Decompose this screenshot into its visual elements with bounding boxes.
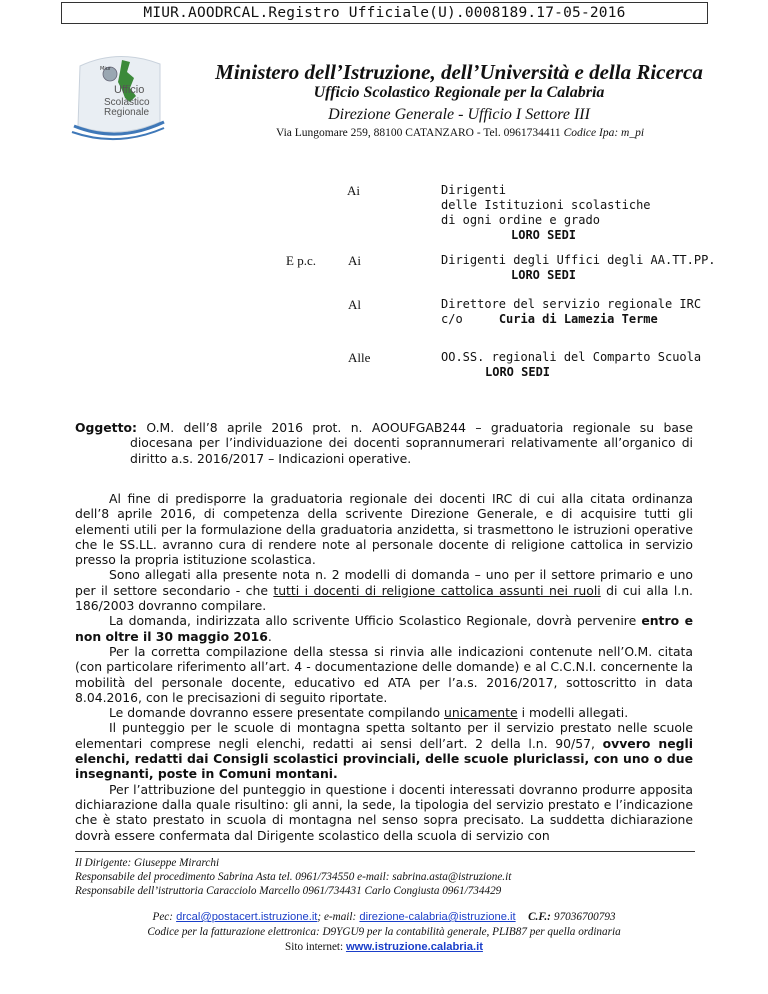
website-link[interactable]: www.istruzione.calabria.it (345, 941, 483, 953)
paragraph: Per la corretta compilazione della stessa si rinvia alle indicazioni contenute nell’O.M. citata (con particolare riferimento all’art. 4 - documentazione delle domande) e al C.C.N.I. concernente la mobilità del personale docente, educativo ed ATA per l’a.s. 2016/2017, sottoscritto in data 8.04.2016, con le precisazioni di seguito riportate. (75, 643, 693, 705)
paragraph (75, 613, 693, 644)
protocol-stamp: MIUR.AOODRCAL.Registro Ufficiale(U).0008189.17-05-2016 (61, 2, 708, 24)
underlined-run: tutti i docenti di religione cattolica assunti nei ruoli (273, 582, 601, 598)
recipient-block-2 (441, 253, 716, 283)
pec-link[interactable]: drcal@postacert.istruzione.it (176, 911, 318, 923)
paragraph (75, 705, 693, 720)
text-run: Sono allegati alla presente nota n. 2 modelli di domanda – uno per il settore primario e uno per il settore secondario - che (75, 567, 693, 598)
istruttoria-line: Responsabile dell’istruttoria Caracciolo Marcello 0961/734431 Carlo Congiusta 0961/734429 (75, 885, 502, 897)
recipient-label-3: Al (348, 297, 361, 312)
address-text: Via Lungomare 259, 88100 CATANZARO - Tel. 0961734411 (275, 127, 561, 139)
letter-body (75, 491, 693, 843)
paragraph (75, 720, 693, 781)
billing-line: Codice per la fatturazione elettronica: D9YGU9 per la contabilità generale, PLIB87 per quella ordinaria (147, 926, 621, 938)
contact-line (0, 910, 768, 925)
email-link[interactable]: direzione-calabria@istruzione.it (359, 911, 516, 923)
logo-word-regionale: Regionale (104, 107, 150, 118)
recipient-block-3 (441, 297, 701, 327)
site-line (0, 940, 768, 955)
subject-block (75, 420, 693, 466)
paragraph: Per l’attribuzione del punteggio in questione i docenti interessati dovranno produrre apposita dichiarazione dalla quale risultino: gli anni, la sede, la tipologia del servizio prestato e l’indicazione che è stato prestato in scuola di montagna nel senso sopra precisato. La suddetta dichiarazione dovrà essere confermata dal Dirigente scolastico della scuola di servizio con (75, 781, 693, 843)
direction-title: Direzione Generale - Ufficio I Settore III (328, 106, 590, 123)
recipient-line: Dirigenti (441, 183, 507, 197)
recipient-sedi: LORO SEDI (485, 365, 551, 379)
text-run: di cui alla l.n. 186/2003 dovranno compilare. (75, 582, 693, 614)
recipient-sedi: LORO SEDI (511, 228, 577, 242)
logo-word-scolastico: Scolastico (104, 97, 150, 108)
ipa-code: Codice Ipa: m_pi (563, 127, 645, 139)
text-run: . (267, 628, 272, 644)
curia-name: Curia di Lamezia Terme (498, 312, 658, 326)
paragraph (75, 567, 693, 613)
logo-word-ufficio: Ufficio (114, 84, 145, 96)
text-run: Il punteggio per le scuole di montagna spetta soltanto per il servizio prestato nelle scuole elementari comprese negli elenchi, redatti ai sensi dell’art. 2 della l.n. 90/57, (75, 720, 693, 751)
paragraph: Al fine di predisporre la graduatoria regionale dei docenti IRC di cui alla citata ordinanza dell’8 aprile 2016, di competenza della scrivente Direzione Generale, e di acquisire tutti gli elementi utili per la formulazione della graduatoria anzidetta, si trasmettono le istruzioni operative che le SS.LL. avranno cura di rendere note al personale docente di religione cattolica in servizio presso la propria istituzione scolastica. (75, 491, 693, 568)
recipient-label-2: Ai (348, 253, 361, 268)
logo-small-text: Miur (100, 66, 111, 72)
site-label: Sito internet: (285, 941, 344, 953)
text-run: La domanda, indirizzata allo scrivente Ufficio Scolastico Regionale, dovrà pervenire (109, 613, 642, 629)
ministry-title: Ministero dell’Istruzione, dell’Università e della Ricerca (215, 60, 703, 84)
address-line (160, 127, 760, 139)
text-run: i modelli allegati. (517, 705, 629, 721)
underlined-run: unicamente (444, 705, 518, 721)
dirigente-line: Il Dirigente: Giuseppe Mirarchi (75, 857, 220, 869)
subject-label: Oggetto: (75, 420, 137, 435)
cf-value: 97036700793 (553, 911, 616, 923)
recipient-sedi: LORO SEDI (511, 268, 577, 282)
office-title: Ufficio Scolastico Regionale per la Calabria (313, 84, 605, 101)
pec-label: Pec: (152, 911, 173, 923)
deadline: entro e non oltre il 30 maggio 2016 (75, 613, 693, 644)
recipient-line: delle Istituzioni scolastiche (441, 198, 651, 212)
procedimento-line: Responsabile del procedimento Sabrina Asta tel. 0961/734550 e-mail: sabrina.asta@istruzione.it (75, 871, 512, 883)
text-run: Le domande dovranno essere presentate compilando (109, 705, 445, 721)
bold-run: ovvero negli elenchi, redatti dai Consigli scolastici provinciali, delle scuole pluriclassi, con uno o due insegnanti, poste in Comuni montani. (75, 735, 693, 782)
recipient-block-4 (441, 350, 701, 380)
recipient-line: Direttore del servizio regionale IRC (441, 297, 702, 311)
recipient-line: Dirigenti degli Uffici degli AA.TT.PP. (441, 253, 716, 267)
recipient-label-1: Ai (347, 183, 360, 198)
subject-text: O.M. dell’8 aprile 2016 prot. n. AOOUFGAB244 – graduatoria regionale su base diocesana per l’individuazione dei docenti soprannumerari relativamente all’organico di diritto a.s. 2016/2017 – Indicazioni operative. (130, 420, 693, 466)
recipient-line: di ogni ordine e grado (441, 213, 600, 227)
email-label: ; e-mail: (317, 911, 357, 923)
responsibles-box (75, 851, 695, 897)
co-text: c/o (441, 312, 463, 326)
recipient-block-1 (441, 183, 651, 243)
recipient-label-4: Alle (348, 350, 371, 365)
epc-label: E p.c. (286, 253, 316, 268)
recipient-line: OO.SS. regionali del Comparto Scuola (441, 350, 702, 364)
recipient-co-line (441, 312, 701, 327)
cf-label: C.F.: (528, 911, 551, 923)
